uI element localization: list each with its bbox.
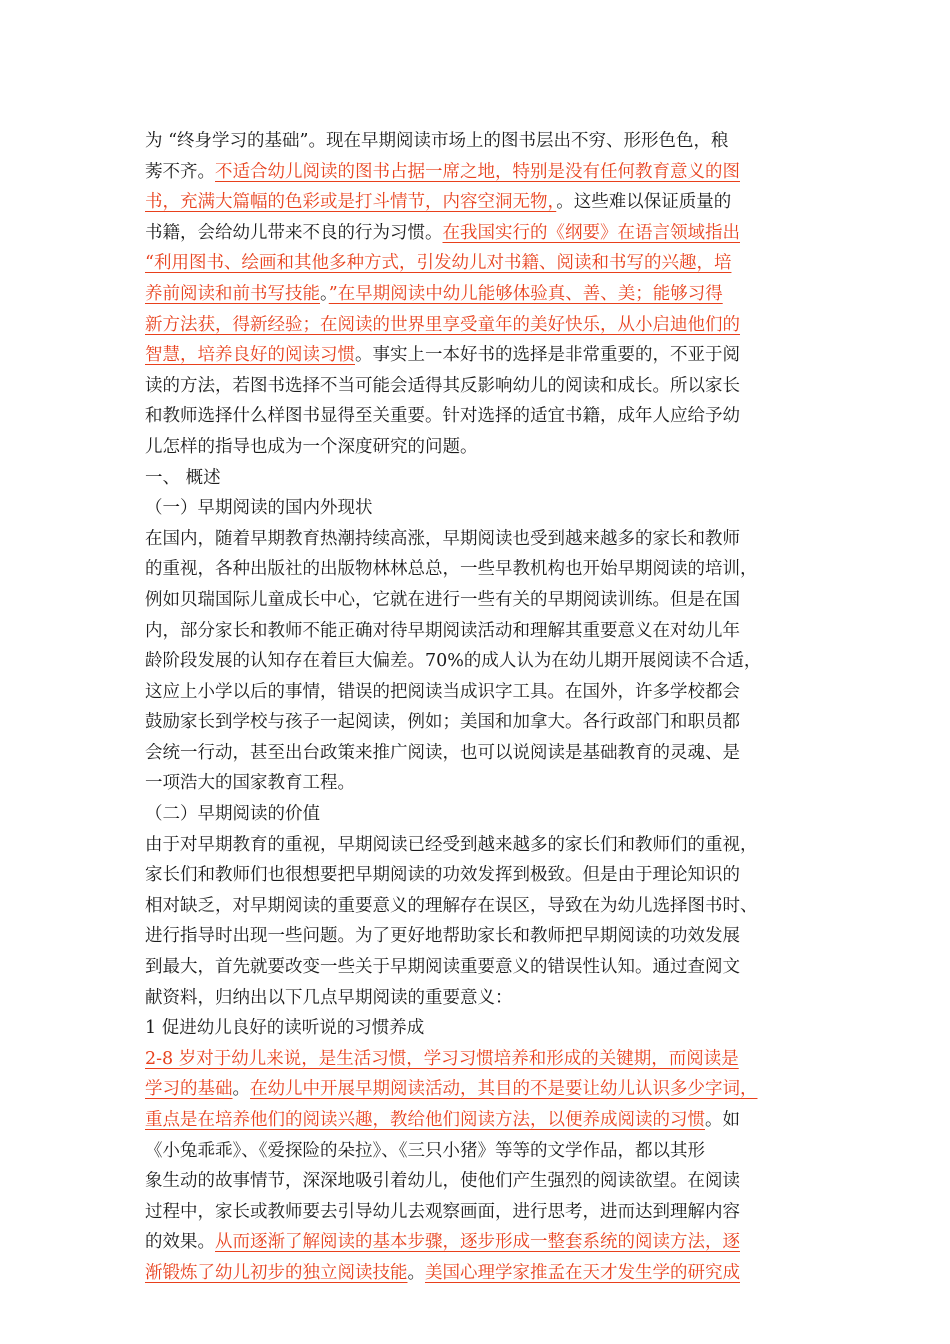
body-text: 家长们和教师们也很想要把早期阅读的功效发挥到极致。但是由于理论知识的 [145, 865, 740, 886]
body-text: 读的方法，若图书选择不当可能会适得其反影响幼儿的阅读和成长。所以家长 [145, 375, 740, 396]
text-line [145, 1227, 810, 1258]
body-text: 儿怎样的指导也成为一个深度研究的问题。 [145, 436, 478, 457]
body-text: 鼓励家长到学校与孩子一起阅读，例如；美国和加拿大。各行政部门和职员都 [145, 712, 740, 733]
text-line [145, 371, 810, 402]
highlighted-text: 从而逐渐了解阅读的基本步骤，逐步形成一整套系统的阅读方法，逐 [215, 1232, 740, 1253]
body-text: 。 [320, 283, 329, 304]
text-line [145, 616, 810, 647]
body-text: 。 [407, 1262, 425, 1283]
body-text: 的效果。 [145, 1232, 215, 1253]
highlighted-text: 在幼儿中开展早期阅读活动，其目的不是要让幼儿认识多少字词， [250, 1079, 758, 1100]
body-text: 。这些难以保证质量的 [556, 192, 732, 213]
body-text: 相对缺乏，对早期阅读的重要意义的理解存在误区，导致在为幼儿选择图书时、 [145, 895, 758, 916]
text-line [145, 860, 810, 891]
highlighted-text: 不适合幼儿阅读的图书占据一席之地，特别是没有任何教育意义的图 [215, 161, 740, 182]
body-text: 会统一行动，甚至出台政策来推广阅读，也可以说阅读是基础教育的灵魂、是 [145, 742, 740, 763]
text-line [145, 1258, 810, 1289]
body-text: 在国内，随着早期教育热潮持续高涨，早期阅读也受到越来越多的家长和教师 [145, 528, 740, 549]
text-line [145, 310, 810, 341]
text-line [145, 921, 810, 952]
body-text: （一）早期阅读的国内外现状 [145, 498, 373, 519]
body-text: 。如 [705, 1110, 740, 1130]
body-text: 例如贝瑞国际儿童成长中心，它就在进行一些有关的早期阅读训练。但是在国 [145, 589, 740, 610]
highlighted-text: 在我国实行的《纲要》在语言领域指出 [442, 222, 740, 243]
text-line [145, 432, 810, 463]
text-line [145, 187, 810, 218]
highlighted-text: 2-8 岁对于幼儿来说，是生活习惯，学习习惯培养和形成的关键期，而阅读是 [145, 1048, 739, 1069]
highlighted-text: 重点是在培养他们的阅读兴趣，教给他们阅读方法，以便养成阅读的习惯 [145, 1110, 705, 1130]
body-text: 进行指导时出现一些问题。为了更好地帮助家长和教师把早期阅读的功效发展 [145, 926, 740, 947]
text-line [145, 646, 810, 677]
text-line [145, 279, 810, 310]
text-line [145, 1044, 810, 1075]
body-text: 过程中，家长或教师要去引导幼儿去观察画面，进行思考，进而达到理解内容 [145, 1201, 740, 1222]
text-line [145, 1166, 810, 1197]
text-line [145, 799, 810, 830]
text-line [145, 248, 810, 279]
text-line [145, 463, 810, 494]
body-text: 由于对早期教育的重视，早期阅读已经受到越来越多的家长们和教师们的重视， [145, 834, 758, 855]
body-text: 到最大，首先就要改变一些关于早期阅读重要意义的错误性认知。通过查阅文 [145, 957, 740, 978]
body-text: 龄阶段发展的认知存在着巨大偏差。70%的成人认为在幼儿期开展阅读不合适， [145, 651, 762, 672]
text-line [145, 983, 810, 1014]
highlighted-text: 新方法获，得新经验；在阅读的世界里享受童年的美好快乐，从小启迪他们的 [145, 314, 740, 335]
body-text: 一、 概述 [145, 467, 221, 488]
body-text: 莠不齐。 [145, 161, 215, 182]
text-line [145, 1105, 810, 1136]
text-line [145, 554, 810, 585]
text-line [145, 340, 810, 371]
text-line [145, 493, 810, 524]
body-text: （二）早期阅读的价值 [145, 804, 320, 825]
body-text: 。 [232, 1079, 250, 1100]
text-line [145, 1136, 810, 1167]
highlighted-text: ”在早期阅读中幼儿能够体验真、善、美；能够习得 [328, 283, 723, 304]
highlighted-text: 美国心理学家推孟在天才发生学的研究成 [425, 1262, 740, 1283]
text-line [145, 218, 810, 249]
highlighted-text: 养前阅读和前书写技能 [145, 283, 320, 304]
text-line [145, 1013, 810, 1044]
text-line [145, 952, 810, 983]
body-text: 。事实上一本好书的选择是非常重要的，不亚于阅 [355, 345, 740, 366]
body-text: 一项浩大的国家教育工程。 [145, 773, 355, 794]
body-text: 1 促进幼儿良好的读听说的习惯养成 [145, 1018, 425, 1039]
text-line [145, 126, 810, 157]
text-line [145, 401, 810, 432]
body-text: 献资料，归纳出以下几点早期阅读的重要意义： [145, 987, 513, 1008]
text-line [145, 524, 810, 555]
text-line [145, 1197, 810, 1228]
text-line [145, 738, 810, 769]
body-text: 这应上小学以后的事情，错误的把阅读当成识字工具。在国外，许多学校都会 [145, 681, 740, 702]
text-line [145, 707, 810, 738]
text-line [145, 677, 810, 708]
body-text: 的重视，各种出版社的出版物林林总总，一些早教机构也开始早期阅读的培训， [145, 559, 758, 580]
body-text: 内，部分家长和教师不能正确对待早期阅读活动和理解其重要意义在对幼儿年 [145, 620, 740, 641]
text-line [145, 1074, 810, 1105]
text-line [145, 830, 810, 861]
body-text: 象生动的故事情节，深深地吸引着幼儿，使他们产生强烈的阅读欲望。在阅读 [145, 1171, 740, 1192]
document-body [145, 126, 810, 1289]
body-text: 书籍，会给幼儿带来不良的行为习惯。 [145, 222, 443, 243]
text-line [145, 768, 810, 799]
body-text: 和教师选择什么样图书显得至关重要。针对选择的适宜书籍，成年人应给予幼 [145, 406, 740, 427]
highlighted-text: 书，充满大篇幅的色彩或是打斗情节，内容空洞无物， [145, 192, 557, 213]
text-line [145, 157, 810, 188]
text-line [145, 585, 810, 616]
highlighted-text: “利用图书、绘画和其他多种方式，引发幼儿对书籍、阅读和书写的兴趣，培 [145, 253, 732, 274]
text-line [145, 891, 810, 922]
highlighted-text: 智慧，培养良好的阅读习惯 [145, 345, 355, 366]
body-text: 为 “终身学习的基础”。现在早期阅读市场上的图书层出不穷、形形色色，稂 [145, 131, 729, 151]
highlighted-text: 渐锻炼了幼儿初步的独立阅读技能 [145, 1262, 408, 1283]
body-text: 《小兔乖乖》、《爱探险的朵拉》、《三只小猪》等等的文学作品，都以其形 [145, 1140, 705, 1161]
highlighted-text: 学习的基础 [145, 1079, 233, 1100]
